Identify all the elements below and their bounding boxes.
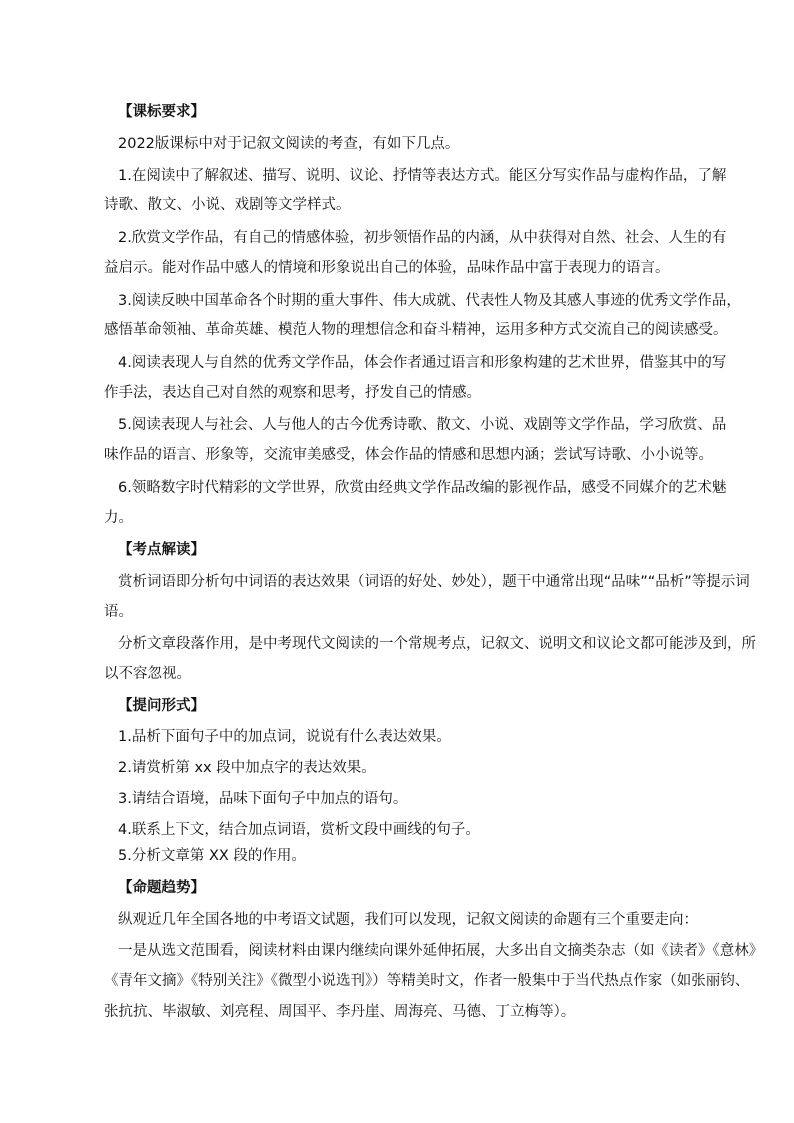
paragraph-line: 2.欣赏文学作品，有自己的情感体验，初步领悟作品的内涵，从中获得对自然、社会、人生的有 — [118, 230, 727, 246]
list-item: 4.联系上下文，结合加点词语，赏析文段中画线的句子。 — [118, 822, 480, 838]
section-heading-tiwen: 【提问形式】 — [118, 698, 205, 714]
paragraph-line: 6.领略数字时代精彩的文学世界，欣赏由经典文学作品改编的影视作品，感受不同媒介的艺术魅 — [118, 480, 727, 496]
list-item: 5.分析文章第 XX 段的作用。 — [118, 848, 306, 864]
paragraph-intro: 2022版课标中对于记叙文阅读的考查，有如下几点。 — [118, 136, 460, 152]
paragraph-line: 分析文章段落作用，是中考现代文阅读的一个常规考点，记叙文、说明文和议论文都可能涉及到，所 — [118, 636, 756, 652]
paragraph-line: 《青年文摘》《特别关注》《微型小说选刊》）等精美时文，作者一般集中于当代热点作家（如张丽钧、 — [104, 973, 750, 989]
list-item: 3.请结合语境，品味下面句子中加点的语句。 — [118, 791, 408, 807]
section-heading-kaodian: 【考点解读】 — [118, 542, 205, 558]
paragraph-line: 赏析词语即分析句中词语的表达效果（词语的好处、妙处），题干中通常出现“品味”“品析”等提示词 — [118, 574, 750, 590]
list-item: 2.请赏析第 xx 段中加点字的表达效果。 — [118, 760, 376, 776]
paragraph-line: 感悟革命领袖、革命英雄、模范人物的理想信念和奋斗精神，运用多种方式交流自己的阅读感受。 — [104, 322, 728, 338]
paragraph-line: 味作品的语言、形象等，交流审美感受，体会作品的情感和思想内涵；尝试写诗歌、小小说等。 — [104, 447, 713, 463]
paragraph-line: 语。 — [104, 604, 133, 620]
section-heading-mingti: 【命题趋势】 — [118, 880, 205, 896]
list-item: 1.品析下面句子中的加点词，说说有什么表达效果。 — [118, 729, 451, 745]
paragraph-line: 4.阅读表现人与自然的优秀文学作品，体会作者通过语言和形象构建的艺术世界，借鉴其中的写 — [118, 355, 727, 371]
paragraph-line: 1.在阅读中了解叙述、描写、说明、议论、抒情等表达方式。能区分写实作品与虚构作品，了解 — [118, 168, 727, 184]
paragraph-line: 3.阅读反映中国革命各个时期的重大事件、伟大成就、代表性人物及其感人事迹的优秀文学作品， — [118, 293, 741, 309]
paragraph-line: 作手法，表达自己对自然的观察和思考，抒发自己的情感。 — [104, 385, 481, 401]
paragraph-line: 纵观近几年全国各地的中考语文试题，我们可以发现，记叙文阅读的命题有三个重要走向： — [118, 912, 698, 928]
paragraph-line: 张抗抗、毕淑敏、刘亮程、周国平、李丹崖、周海亮、马德、丁立梅等）。 — [104, 1004, 576, 1020]
paragraph-line: 以不容忽视。 — [104, 666, 191, 682]
paragraph-line: 力。 — [104, 510, 133, 526]
section-heading-kebiao: 【课标要求】 — [118, 104, 205, 120]
paragraph-line: 诗歌、散文、小说、戏剧等文学样式。 — [104, 197, 351, 213]
paragraph-line: 一是从选文范围看，阅读材料由课内继续向课外延伸拓展，大多出自文摘类杂志（如《读者》《意林》 — [118, 943, 764, 959]
paragraph-line: 益启示。能对作品中感人的情境和形象说出自己的体验，品味作品中富于表现力的语言。 — [104, 260, 670, 276]
paragraph-line: 5.阅读表现人与社会、人与他人的古今优秀诗歌、散文、小说、戏剧等文学作品，学习欣赏、品 — [118, 417, 727, 433]
